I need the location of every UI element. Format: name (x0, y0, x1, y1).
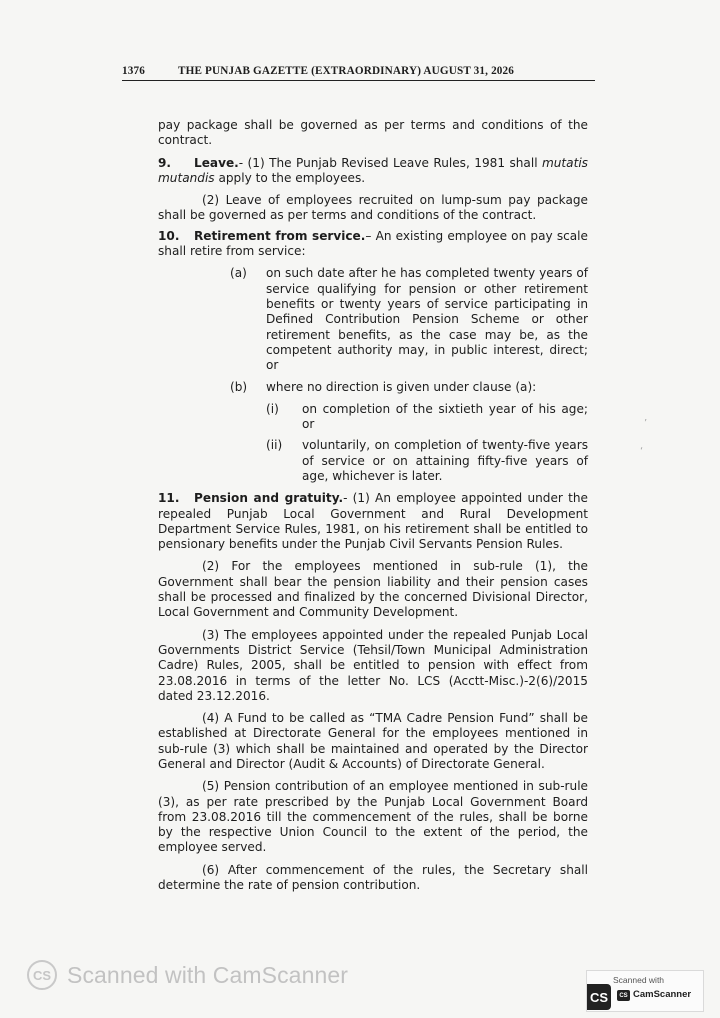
page-number: 1376 (122, 65, 145, 77)
section-10 (158, 229, 588, 260)
section-11-sub-2: (2) For the employees mentioned in sub-rule (1), the Government shall bear the pension liability and their pension cases shall be processed and finalized by the concerned Divisional Director, Local Government and Community Development. (158, 559, 588, 620)
section-9-number: 9. (158, 155, 172, 170)
section-10-number: 10. (158, 228, 180, 243)
watermark-text: Scanned with CamScanner (67, 961, 349, 988)
camscanner-badge (586, 970, 704, 1012)
section-9-italic: mutatis mutandis (158, 155, 588, 185)
scan-speck: ’ (644, 418, 648, 429)
camscanner-logo-icon: CS (27, 960, 57, 990)
section-11 (158, 491, 588, 552)
section-10-heading: Retirement from service. (194, 228, 366, 243)
sub-clause-i (158, 402, 588, 433)
page-header (122, 65, 594, 77)
sub-clause-ii-text: voluntarily, on completion of twenty-five years of service or on attaining fifty-five years of age, whichever is later. (302, 438, 588, 483)
sub-clause-ii (158, 438, 588, 484)
clause-a-label: (a) (230, 266, 247, 281)
document-body (158, 118, 588, 893)
gazette-title: THE PUNJAB GAZETTE (EXTRAORDINARY) AUGUST 31, 2026 (178, 65, 515, 77)
section-10-text: – An existing employee on pay scale shall retire from service: (158, 228, 588, 259)
camscanner-mark-icon: CS (587, 984, 611, 1010)
scan-speck: ‘ (640, 446, 644, 457)
section-11-heading: Pension and gratuity. (194, 491, 344, 506)
section-11-text: - (1) An employee appointed under the repealed Punjab Local Government and Rural Development Department Service Rules, 1981, on his retirement shall be entitled to pensionary benefits under the Punjab Civil Servants Pension Rules. (158, 491, 588, 552)
header-rule (122, 80, 595, 81)
section-11-sub-3: (3) The employees appointed under the repealed Punjab Local Governments District Service (Tehsil/Town Municipal Administration Cadre) Rules, 2005, shall be entitled to pension with effect from 23.08.2016 in terms of the letter No. LCS (Acctt-Misc.)-2(6)/2015 dated 23.12.2016. (158, 627, 588, 703)
section-9-text-end: apply to the employees. (214, 170, 366, 185)
clause-b-label: (b) (230, 380, 248, 395)
section-11-sub-4: (4) A Fund to be called as “TMA Cadre Pension Fund” shall be established at Directorate General for the employees mentioned in sub-rule (3) which shall be maintained and operated by the Director General and Director (Audit & Accounts) of Directorate General. (158, 711, 588, 771)
sub-clause-i-label: (i) (266, 401, 279, 416)
sub-clause-ii-label: (ii) (266, 438, 283, 453)
camscanner-watermark (27, 960, 348, 990)
camscanner-small-icon: CS (617, 990, 630, 1001)
clause-b (158, 380, 588, 395)
section-11-sub-5: (5) Pension contribution of an employee mentioned in sub-rule (3), as per rate prescribed by the Punjab Local Government Board from 23.08.2016 till the commencement of the rules, shall be borne by the respective Union Council to the extent of the period, the employee served. (158, 779, 588, 855)
clause-b-text: where no direction is given under clause (a): (266, 380, 537, 395)
continued-paragraph: pay package shall be governed as per terms and conditions of the contract. (158, 118, 588, 148)
badge-caption: Scanned with (613, 975, 665, 985)
section-9-sub-2: (2) Leave of employees recruited on lump-sum pay package shall be governed as per terms and conditions of the contract. (158, 193, 588, 223)
badge-brand: CamScanner (633, 989, 692, 1000)
section-9-text: - (1) The Punjab Revised Leave Rules, 1981 shall (238, 155, 542, 170)
clause-a-text: on such date after he has completed twenty years of service qualifying for pension or other retirement benefits or twenty years of service participating in Defined Contribution Pension Scheme or other retirement benefits, as the case may be, as the competent authority may, in public interest, direct; or (266, 266, 588, 373)
section-9-heading: Leave. (194, 155, 239, 170)
clause-a (158, 266, 588, 373)
section-11-sub-6: (6) After commencement of the rules, the Secretary shall determine the rate of pension contribution. (158, 862, 588, 893)
section-9 (158, 156, 588, 187)
section-11-number: 11. (158, 491, 180, 506)
sub-clause-i-text: on completion of the sixtieth year of his age; or (302, 401, 588, 432)
